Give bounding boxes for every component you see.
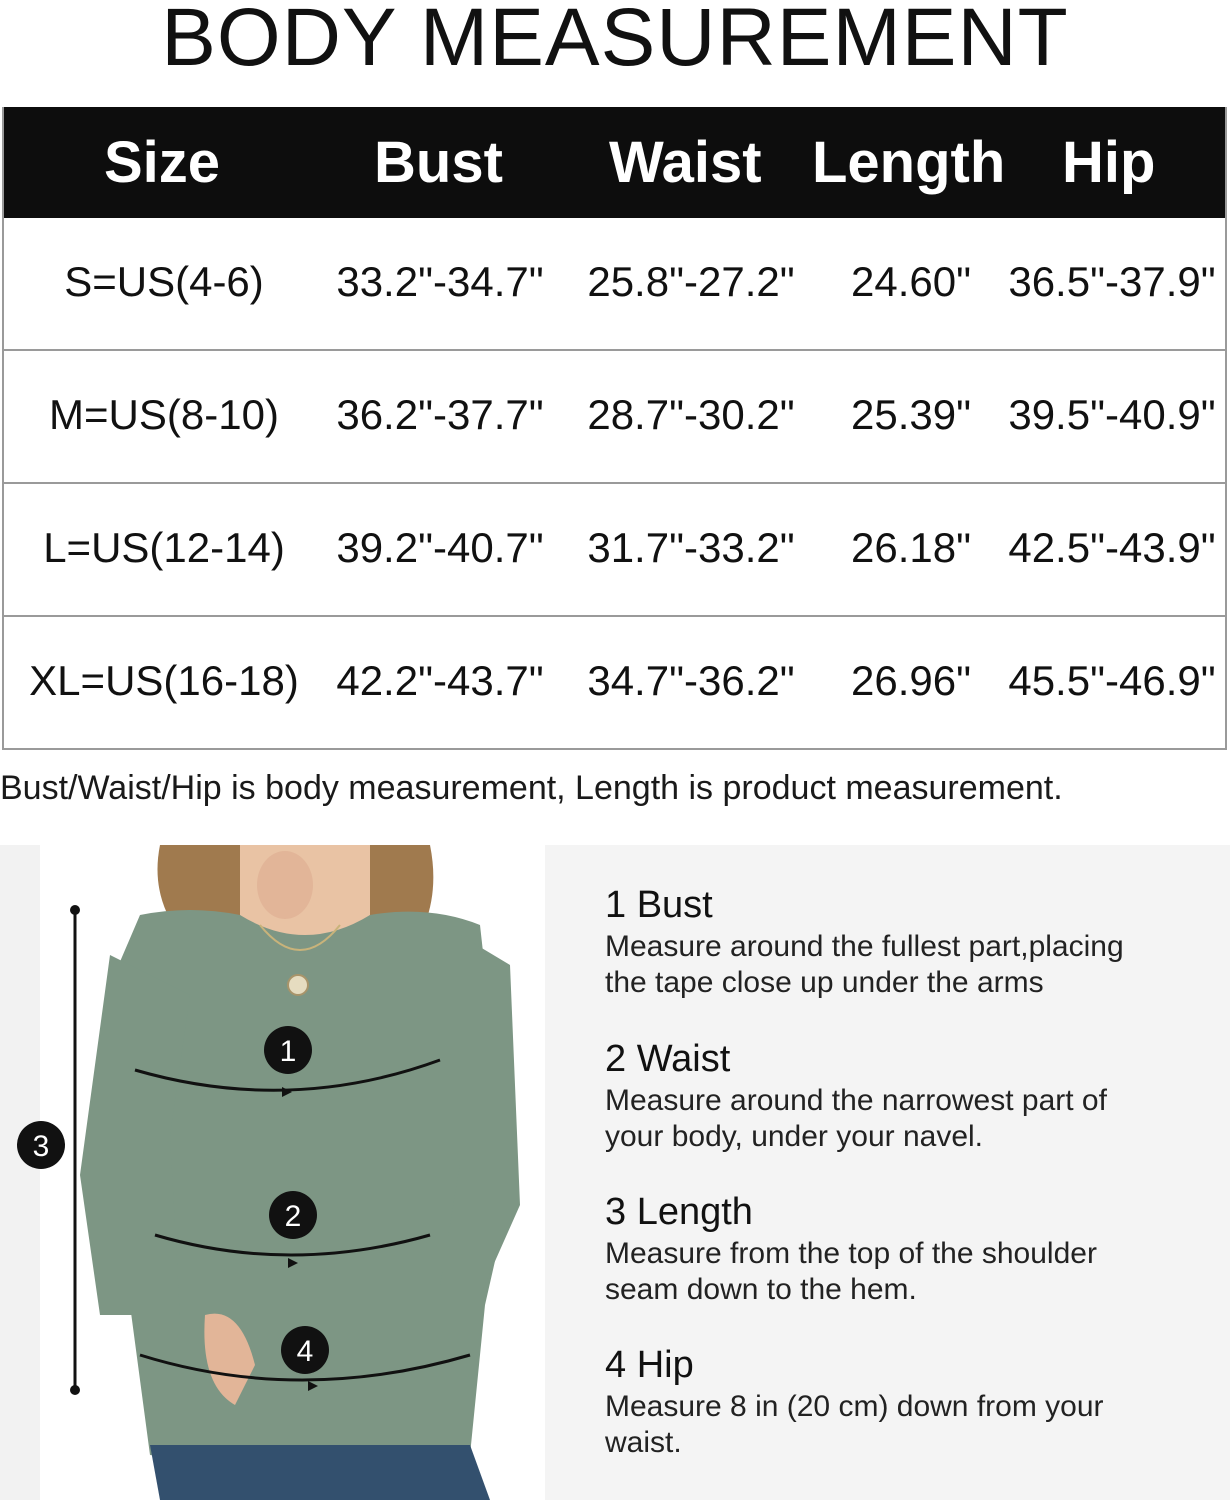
cell-waist: 28.7"-30.2" (587, 391, 795, 438)
svg-text:1: 1 (279, 1035, 297, 1068)
table-row (4, 349, 1225, 482)
step-desc-line: Measure from the top of the shoulder (605, 1237, 1097, 1270)
header-waist: Waist (609, 130, 762, 195)
cell-waist: 34.7"-36.2" (587, 657, 795, 704)
svg-text:3: 3 (32, 1130, 50, 1163)
cell-bust: 42.2"-43.7" (336, 657, 544, 704)
table-row (4, 615, 1225, 748)
step-title: 2 Waist (605, 1038, 731, 1080)
cell-hip: 39.5"-40.9" (1008, 391, 1216, 438)
step-waist (605, 1037, 1225, 1155)
cell-length: 26.18" (850, 524, 971, 571)
cell-length: 25.39" (850, 391, 971, 438)
marker-1-icon (264, 1026, 312, 1074)
jeans-shape (150, 1445, 490, 1500)
step-description (605, 1389, 1225, 1461)
cell-size: S=US(4-6) (64, 258, 264, 305)
cell-hip: 45.5"-46.9" (1008, 657, 1216, 704)
table-row (4, 482, 1225, 615)
step-description (605, 1236, 1225, 1308)
model-illustration-panel (0, 845, 545, 1500)
step-title: 4 Hip (605, 1344, 694, 1386)
cell-bust: 39.2"-40.7" (336, 524, 544, 571)
step-desc-line: Measure around the fullest part,placing (605, 930, 1124, 963)
hand-shape (257, 851, 313, 919)
model-photo (40, 845, 545, 1500)
cell-bust: 33.2"-34.7" (336, 258, 544, 305)
header-bust: Bust (374, 130, 503, 195)
step-desc-line: seam down to the hem. (605, 1273, 917, 1306)
cell-size: XL=US(16-18) (29, 657, 299, 704)
step-desc-line: Measure 8 in (20 cm) down from your (605, 1390, 1104, 1423)
header-size: Size (104, 130, 221, 195)
step-length (605, 1190, 1225, 1308)
marker-2-icon (269, 1191, 317, 1239)
table-row (4, 218, 1225, 349)
cell-size: M=US(8-10) (49, 391, 279, 438)
step-bust (605, 883, 1225, 1001)
cell-hip: 36.5"-37.9" (1008, 258, 1216, 305)
header-hip: Hip (1062, 130, 1156, 195)
table-body (4, 218, 1225, 748)
cell-length: 26.96" (850, 657, 971, 704)
cell-waist: 25.8"-27.2" (587, 258, 795, 305)
step-desc-line: your body, under your navel. (605, 1120, 984, 1153)
svg-text:4: 4 (296, 1335, 314, 1368)
step-desc-line: the tape close up under the arms (605, 966, 1044, 999)
step-title: 3 Length (605, 1191, 753, 1233)
pendant-icon (288, 975, 308, 995)
instructions-panel (545, 845, 1230, 1500)
svg-text:2: 2 (284, 1200, 302, 1233)
step-desc-line: waist. (605, 1426, 682, 1459)
header-length: Length (812, 130, 1006, 195)
measurement-note: Bust/Waist/Hip is body measurement, Length is product measurement. (0, 769, 1063, 807)
cell-length: 24.60" (850, 258, 971, 305)
marker-4-icon (281, 1326, 329, 1374)
table-header (4, 107, 1225, 218)
cell-waist: 31.7"-33.2" (587, 524, 795, 571)
step-description (605, 1083, 1225, 1155)
step-hip (605, 1343, 1225, 1461)
cell-bust: 36.2"-37.7" (336, 391, 544, 438)
marker-3-outer-icon (16, 1120, 66, 1170)
cell-size: L=US(12-14) (43, 524, 285, 571)
step-title: 1 Bust (605, 884, 713, 926)
step-desc-line: Measure around the narrowest part of (605, 1084, 1107, 1117)
step-description (605, 929, 1225, 1001)
page-title: BODY MEASUREMENT (161, 0, 1069, 83)
size-table (2, 107, 1227, 750)
cell-hip: 42.5"-43.9" (1008, 524, 1216, 571)
